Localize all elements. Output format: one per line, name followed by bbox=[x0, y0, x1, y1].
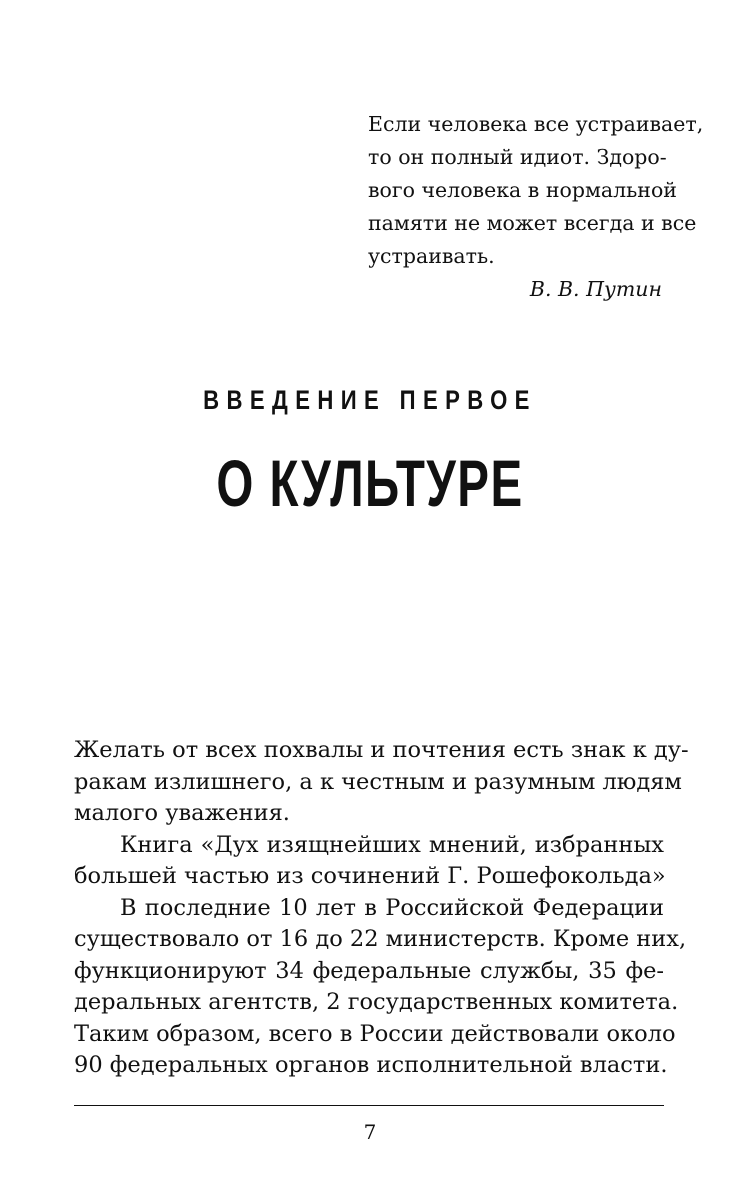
epigraph-line: вого человека в нормальной bbox=[368, 178, 677, 202]
epigraph-line: Если человека все устраивает, bbox=[368, 112, 704, 136]
epigraph-line: то он полный идиот. Здоро- bbox=[368, 145, 667, 169]
page-number: 7 bbox=[363, 1120, 377, 1144]
body-line: существовало от 16 до 22 министерств. Кроме них, bbox=[74, 926, 687, 952]
footer-divider bbox=[74, 1105, 664, 1106]
body-line: В последние 10 лет в Российской Федерации bbox=[120, 894, 664, 921]
chapter-title: О КУЛЬТУРЕ bbox=[216, 446, 524, 520]
body-line: 90 федеральных органов исполнительной власти. bbox=[74, 1052, 668, 1078]
body-line: Книга «Дух изящнейших мнений, избранных bbox=[120, 831, 664, 858]
body-line: малого уважения. bbox=[74, 800, 290, 826]
body-line: Таким образом, всего в России действовали около bbox=[74, 1020, 676, 1047]
body-text bbox=[74, 735, 689, 1082]
body-line: Желать от всех похвалы и почтения есть знак к ду- bbox=[74, 737, 689, 763]
epigraph bbox=[368, 108, 704, 306]
body-line: деральных агентств, 2 государственных комитета. bbox=[74, 989, 679, 1015]
body-line: ракам излишнего, а к честным и разумным людям bbox=[74, 768, 682, 795]
chapter-label: ВВЕДЕНИЕ ПЕРВОЕ bbox=[203, 385, 537, 415]
body-line: большей частью из сочинений Г. Рошефокольда» bbox=[74, 863, 666, 889]
epigraph-author: В. В. Путин bbox=[529, 277, 662, 301]
body-line: функционируют 34 федеральные службы, 35 фе- bbox=[74, 957, 664, 984]
epigraph-line: устраивать. bbox=[368, 244, 495, 268]
epigraph-line: памяти не может всегда и все bbox=[368, 211, 697, 235]
